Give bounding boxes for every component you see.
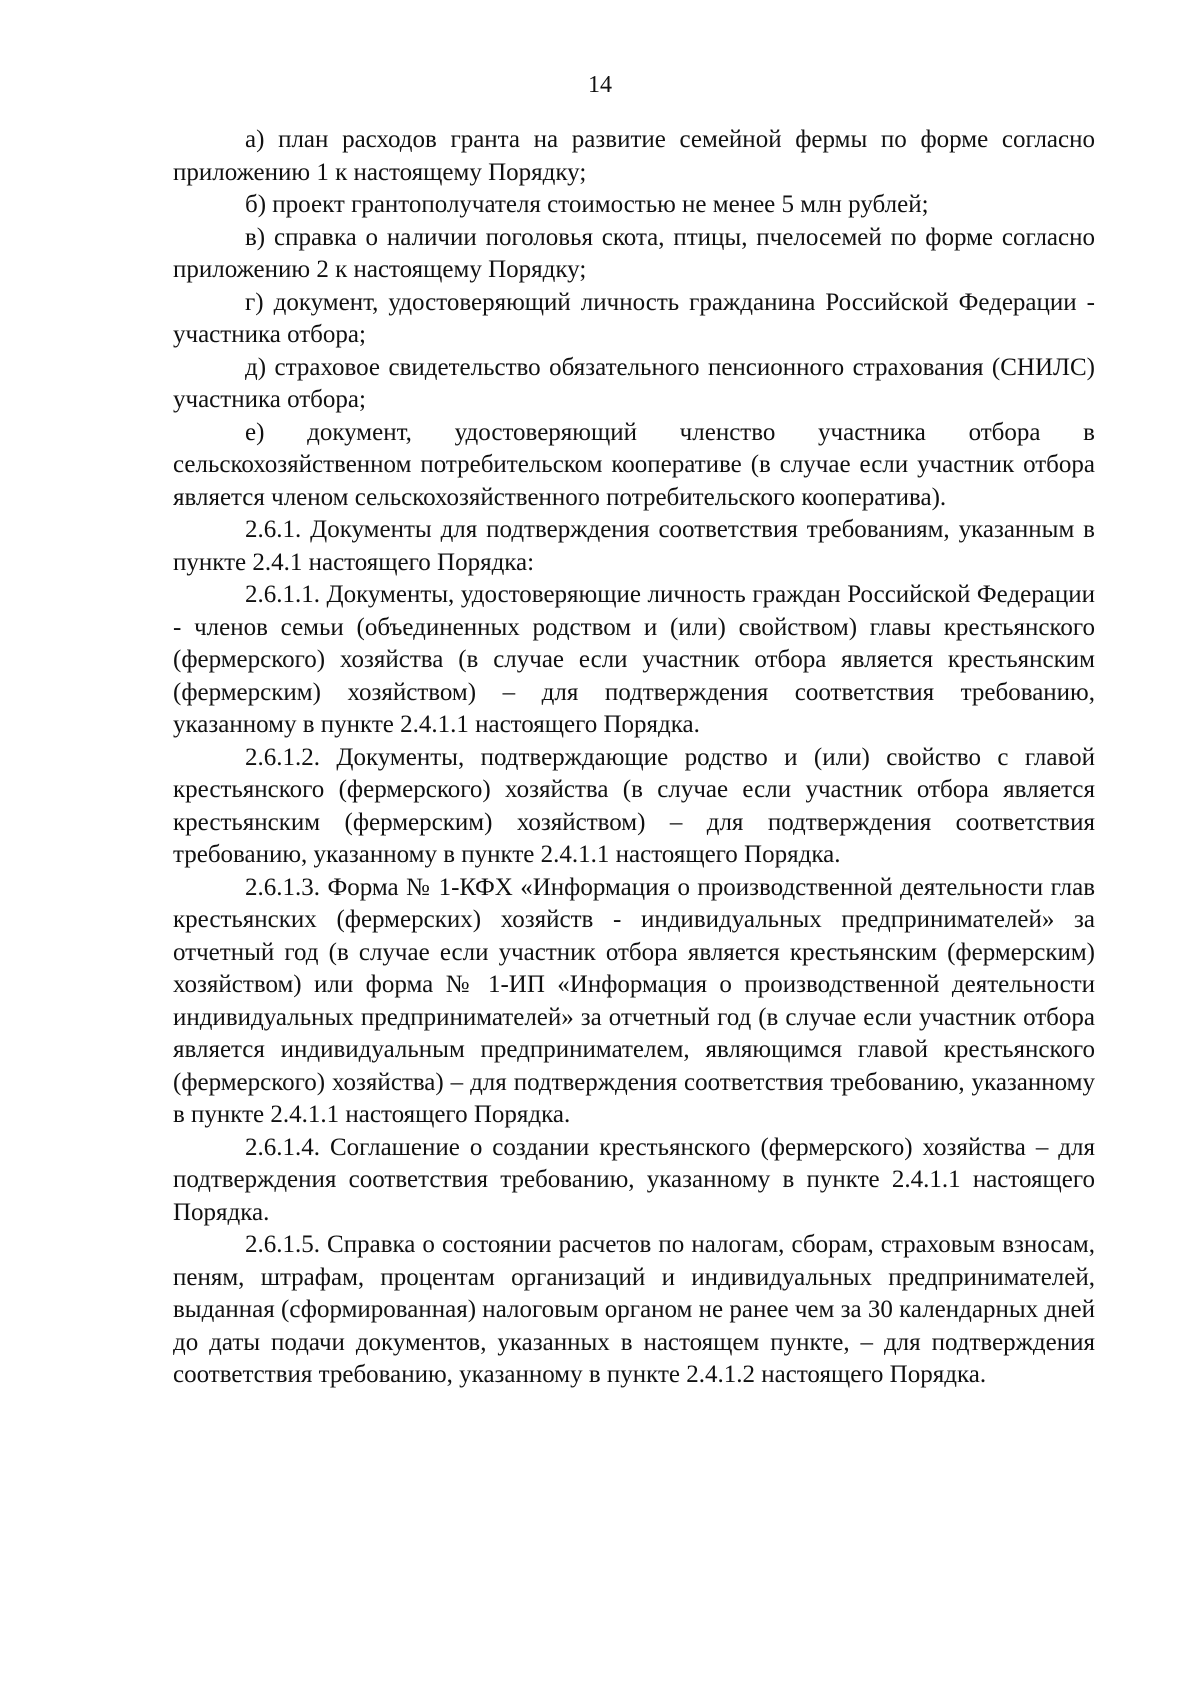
paragraph-2-6-1-2: 2.6.1.2. Документы, подтверждающие родство и (или) свойство с главой крестьянского (фермерского) хозяйства (в случае если участник отбора является крестьянским (фермерским) хозяйством) – для подтверждения соответствия требованию, указанному в пункте 2.4.1.1 настоящего Порядка.: [173, 743, 1095, 868]
paragraph-g: г) документ, удостоверяющий личность гражданина Российской Федерации - участника отбора;: [173, 288, 1095, 348]
paragraph-2-6-1-5: 2.6.1.5. Справка о состоянии расчетов по налогам, сборам, страховым взносам, пеням, штрафам, процентам организаций и индивидуальных предпринимателей, выданная (сформированная) налоговым органом не ранее чем за 30 календарных дней до даты подачи документов, указанных в настоящем пункте, – для подтверждения соответствия требованию, указанному в пункте 2.4.1.2 настоящего Порядка.: [173, 1231, 1095, 1388]
paragraph-2-6-1: 2.6.1. Документы для подтверждения соответствия требованиям, указанным в пункте 2.4.1 настоящего Порядка:: [173, 516, 1095, 576]
paragraph-2-6-1-1: 2.6.1.1. Документы, удостоверяющие личность граждан Российской Федерации - членов семьи (объединенных родством и (или) свойством) главы крестьянского (фермерского) хозяйства (в случае если участник отбора является крестьянским (фермерским) хозяйством) – для подтверждения соответствия требованию, указанному в пункте 2.4.1.1 настоящего Порядка.: [173, 581, 1095, 738]
paragraph-b: б) проект грантополучателя стоимостью не менее 5 млн рублей;: [245, 191, 929, 218]
paragraph-a: а) план расходов гранта на развитие семейной фермы по форме согласно приложению 1 к настоящему Порядку;: [173, 126, 1095, 186]
document-body: [173, 124, 1095, 1392]
paragraph-2-6-1-3: 2.6.1.3. Форма № 1-КФХ «Информация о производственной деятельности глав крестьянских (фермерских) хозяйств - индивидуальных предпринимателей» за отчетный год (в случае если участник отбора является крестьянским (фермерским) хозяйством) или форма № 1-ИП «Информация о производственной деятельности индивидуальных предпринимателей» за отчетный год (в случае если участник отбора является индивидуальным предпринимателем, являющимся главой крестьянского (фермерского) хозяйства) – для подтверждения соответствия требованию, указанному в пункте 2.4.1.1 настоящего Порядка.: [173, 873, 1095, 1128]
paragraph-e: е) документ, удостоверяющий членство участника отбора в сельскохозяйственном потребительском кооперативе (в случае если участник отбора является членом сельскохозяйственного потребительского кооператива).: [173, 418, 1095, 511]
paragraph-2-6-1-4: 2.6.1.4. Соглашение о создании крестьянского (фермерского) хозяйства – для подтверждения соответствия требованию, указанному в пункте 2.4.1.1 настоящего Порядка.: [173, 1133, 1095, 1226]
paragraph-d: д) страховое свидетельство обязательного пенсионного страхования (СНИЛС) участника отбора;: [173, 353, 1095, 413]
page-number: 14: [588, 72, 612, 98]
paragraph-v: в) справка о наличии поголовья скота, птицы, пчелосемей по форме согласно приложению 2 к настоящему Порядку;: [173, 223, 1095, 283]
